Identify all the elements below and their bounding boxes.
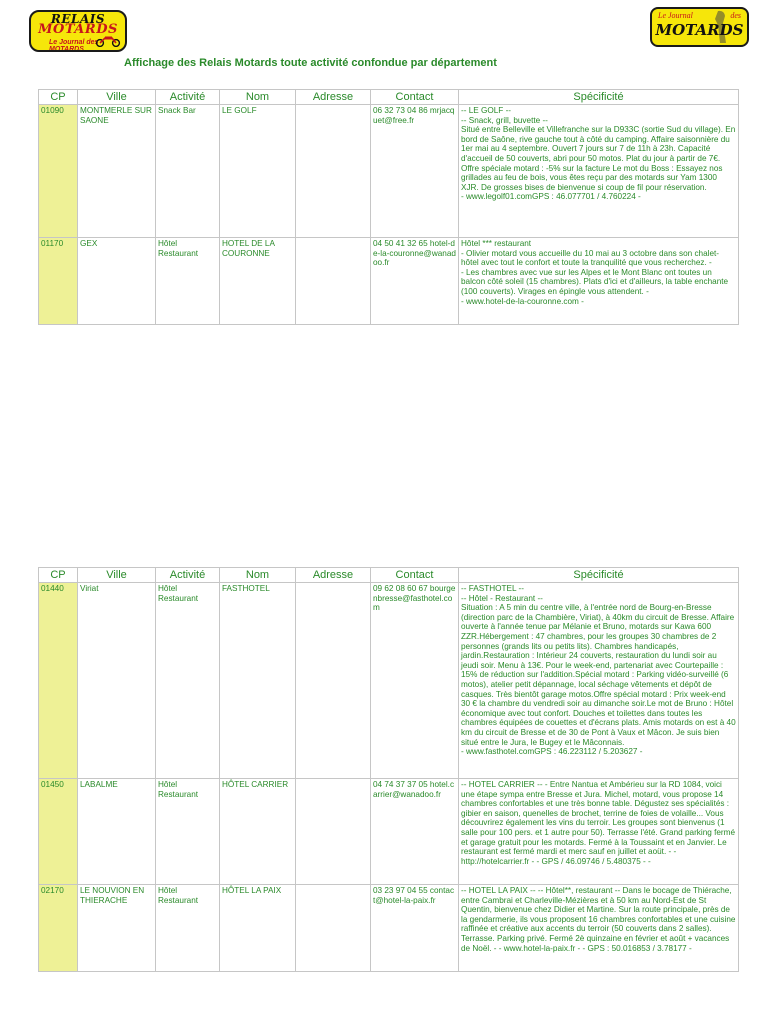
- logo-left-line2: MOTARDS: [38, 22, 118, 37]
- column-header-adresse: Adresse: [296, 90, 371, 105]
- cell-adresse: [296, 779, 371, 885]
- motorbike-icon: [95, 35, 121, 47]
- cell-nom: FASTHOTEL: [220, 583, 296, 779]
- table-row: [39, 779, 739, 885]
- cell-contact: 09 62 08 60 67 bourgenbresse@fasthotel.com: [371, 583, 459, 779]
- column-header-specificite: Spécificité: [459, 568, 739, 583]
- cell-nom: HOTEL DE LA COURONNE: [220, 238, 296, 325]
- cell-cp: 01090: [39, 105, 78, 238]
- column-header-ville: Ville: [78, 568, 156, 583]
- column-header-contact: Contact: [371, 568, 459, 583]
- logo-right-line1: Le Journal: [658, 11, 693, 20]
- relais-motards-logo: [29, 10, 127, 52]
- column-header-adresse: Adresse: [296, 568, 371, 583]
- cell-ville: LE NOUVION EN THIERACHE: [78, 885, 156, 972]
- column-header-contact: Contact: [371, 90, 459, 105]
- cell-adresse: [296, 583, 371, 779]
- journal-des-motards-logo: [650, 7, 749, 47]
- cell-adresse: [296, 238, 371, 325]
- cell-ville: GEX: [78, 238, 156, 325]
- column-header-activite: Activité: [156, 568, 220, 583]
- column-header-cp: CP: [39, 568, 78, 583]
- relais-table-2: [38, 567, 739, 972]
- column-header-nom: Nom: [220, 90, 296, 105]
- cell-contact: 06 32 73 04 86 mrjacquet@free.fr: [371, 105, 459, 238]
- cell-ville: LABALME: [78, 779, 156, 885]
- cell-cp: 01450: [39, 779, 78, 885]
- page-title: Affichage des Relais Motards toute activité confondue par département: [124, 57, 497, 69]
- logo-right-line2: MOTARDS: [655, 21, 744, 39]
- cell-nom: HÔTEL LA PAIX: [220, 885, 296, 972]
- logo-right-line3: des: [730, 11, 741, 20]
- cell-specificite: -- LE GOLF -- -- Snack, grill, buvette -- Situé entre Belleville et Villefranche sur la D933C (sortie Sud du village). En bord de Saône, rive gauche tout à côté du camping. Affaire saisonnière du 1er mai au 4 septembre. Ouvert 7 jours sur 7 de 11h à 23h. Capacité d'accueil de 50 couverts, abri pour 50 motos. Plat du jour à partir de 7€. Offre spéciale motard : -5% sur la facture Le mot du Boss : Essayez nos grillades au feu de bois, vous êtes reçu par des motards sur Yam 1300 XJR. De grosses bises de bienvenue si coup de fil pour réservation. - www.legolf01.comGPS : 46.077701 / 4.760224 -: [459, 105, 739, 238]
- cell-nom: LE GOLF: [220, 105, 296, 238]
- cell-adresse: [296, 105, 371, 238]
- cell-activite: Hôtel Restaurant: [156, 238, 220, 325]
- cell-activite: Hôtel Restaurant: [156, 885, 220, 972]
- table-row: [39, 885, 739, 972]
- cell-ville: MONTMERLE SUR SAONE: [78, 105, 156, 238]
- cell-activite: Hôtel Restaurant: [156, 583, 220, 779]
- table-row: [39, 238, 739, 325]
- cell-activite: Snack Bar: [156, 105, 220, 238]
- relais-table-1: [38, 89, 739, 325]
- cell-cp: 01170: [39, 238, 78, 325]
- logo-left-line1: RELAIS: [50, 12, 106, 26]
- table-row: [39, 105, 739, 238]
- column-header-nom: Nom: [220, 568, 296, 583]
- logo-left-line3: Le Journal des MOTARDS: [49, 39, 99, 52]
- cell-cp: 01440: [39, 583, 78, 779]
- column-header-ville: Ville: [78, 90, 156, 105]
- table-header-row: [39, 568, 739, 583]
- cell-contact: 03 23 97 04 55 contact@hotel-la-paix.fr: [371, 885, 459, 972]
- cell-ville: Viriat: [78, 583, 156, 779]
- cell-contact: 04 74 37 37 05 hotel.carrier@wanadoo.fr: [371, 779, 459, 885]
- cell-adresse: [296, 885, 371, 972]
- column-header-cp: CP: [39, 90, 78, 105]
- cell-specificite: -- HOTEL LA PAIX -- -- Hôtel**, restaurant -- Dans le bocage de Thiérache, entre Cambrai et Charleville-Mézières et à 50 km au Nord-Est de St Quentin, bienvenue chez Didier et Martine. Sur la route principale, près de la gendarmerie, ils vous proposent 16 chambres confortables et une cuisine raffinée et créative aux accents du terroir (50 couverts dans 2 salles). Terrasse. Parking privé. Fermé 2è quinzaine en février et août + vacances de Noël. - - www.hotel-la-paix.fr - - GPS : 50.016853 / 3.78177 -: [459, 885, 739, 972]
- cell-specificite: -- HOTEL CARRIER -- - Entre Nantua et Ambérieu sur la RD 1084, voici une étape sympa entre Bresse et Jura. Michel, motard, vous propose 14 chambres confortables et une très bonne table. Dégustez ses spécialités : gibier en saison, quenelles de brochet, terrine de foies de volaille... Vous découvrirez également les vins du terroir. Les groupes sont bienvenus (1 salle pour 100 pers. et 1 autre pour 50). Terrasse l'été. Grand parking fermé et garage gratuit pour les motards. Fermé à la Toussaint et en Janvier. Le restaurant est fermé mardi et merc sauf en juillet et aoüt. - - http://hotelcarrier.fr - - GPS / 46.09746 / 5.480375 - -: [459, 779, 739, 885]
- cell-specificite: -- FASTHOTEL -- -- Hôtel - Restaurant -- Situation : A 5 min du centre ville, à l'entrée nord de Bourg-en-Bresse (direction parc de la Chambière, Viriat), à 40km du circuit de Bresse. Affaire ouverte à l'année tenue par Mélanie et Bruno, motards sur Kawa 600 ZZR.Hébergement : 47 chambres, pour les groupes 30 chambres de 2 personnes (grands lits ou petits lits). Chambres handicapés, jardin.Restauration : Intérieur 24 couverts, restauration du lundi soir au jeudi soir. Menu à 13€. Pour le week-end, partenariat avec Courtepaille : 15% de réduction sur l'addition.Spécial motard : Parking vidéo-surveillé (6 motos), atelier petit dépannage, local séchage vêtements et dépôt de casques. Très bientôt garage motos.Offre spécial motard : Prix week-end 30 € la chambre du vendredi soir au dimanche soir.Le mot de Bruno : Hôtel économique avec tout confort. Douches et toilettes dans toutes les chambres équipées de couettes et d'écrans plats. Amis motards on est à 40 km du circuit de Bresse et de 30 de Pont à Vaux et Mâcon. Je suis bien situé entre le Jura, le Bugey et le Mâconnais. - www.fasthotel.comGPS : 46.223112 / 5.203627 -: [459, 583, 739, 779]
- cell-specificite: Hôtel *** restaurant - Olivier motard vous accueille du 10 mai au 3 octobre dans son chalet-hôtel avec tout le confort et toute la tranquilité que vous recherchez. - - Les chambres avec vue sur les Alpes et le Mont Blanc ont toutes un balcon côté soleil (15 chambres). Plats d'ici et d'ailleurs, la table enchante (100 couverts). Virages en épingle vous attendent. - - www.hotel-de-la-couronne.com -: [459, 238, 739, 325]
- table-row: [39, 583, 739, 779]
- cell-contact: 04 50 41 32 65 hotel-de-la-couronne@wanadoo.fr: [371, 238, 459, 325]
- cell-nom: HÔTEL CARRIER: [220, 779, 296, 885]
- column-header-specificite: Spécificité: [459, 90, 739, 105]
- column-header-activite: Activité: [156, 90, 220, 105]
- table-header-row: [39, 90, 739, 105]
- cell-cp: 02170: [39, 885, 78, 972]
- cell-activite: Hôtel Restaurant: [156, 779, 220, 885]
